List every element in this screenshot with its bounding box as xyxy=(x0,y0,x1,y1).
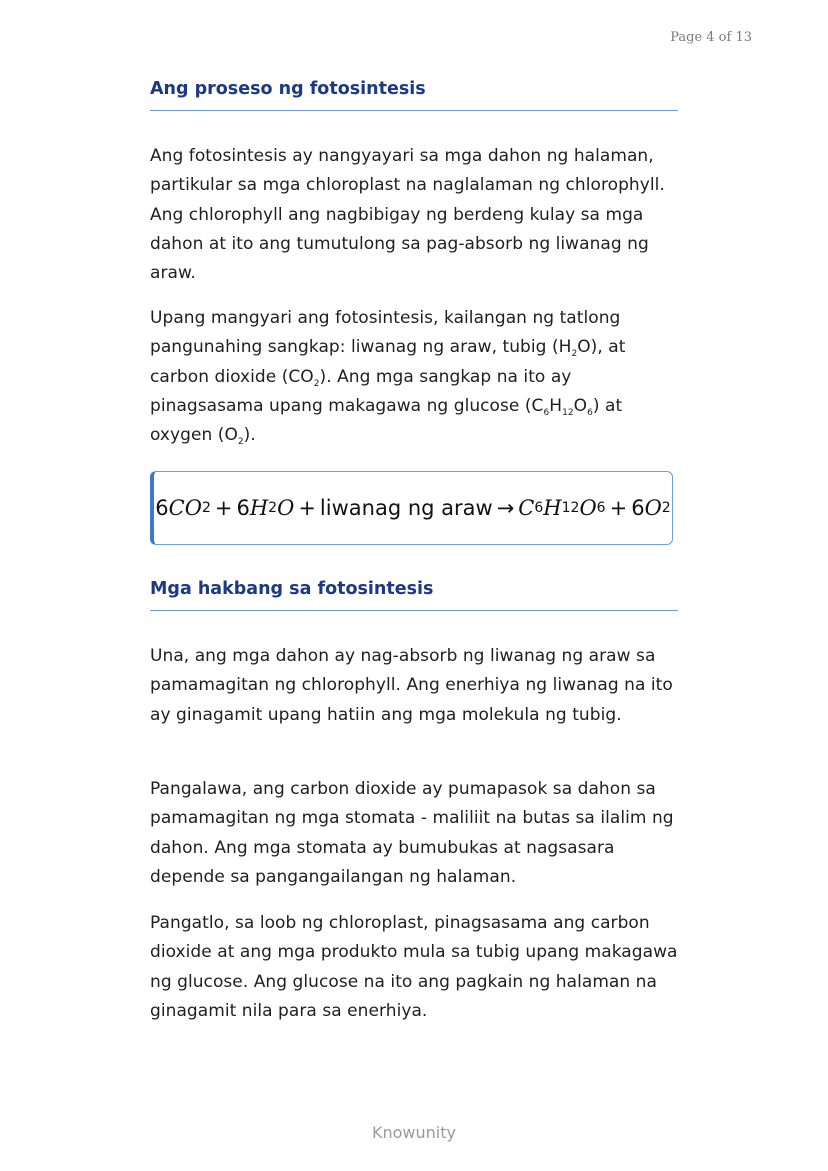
paragraph-una: Una, ang mga dahon ay nag-absorb ng liwanag ng araw sa pamamagitan ng chlorophyll. Ang enerhiya ng liwanag na ito ay ginagamit upang hatiin ang mga molekula ng tubig. xyxy=(150,646,673,725)
footer-brand: Knowunity xyxy=(372,1123,456,1142)
page-number: Page 4 of 13 xyxy=(670,30,752,45)
arrow-icon: → xyxy=(496,496,515,520)
section-title-proseso: Ang proseso ng fotosintesis xyxy=(150,79,678,111)
paragraph-sangkap: Upang mangyari ang fotosintesis, kailangan ng tatlong pangunahing sangkap: liwanag ng araw, tubig $(H_2O)$, at carbon dioxide $(CO_2)$. Ang mga sangkap na ito ay pinagsasama upang makagawa ng glucose $(C_6H_{12}O_6)$ at oxygen $(O_2)$. xyxy=(150,308,626,448)
paragraph-pangalawa: Pangalawa, ang carbon dioxide ay pumapasok sa dahon sa pamamagitan ng mga stomata - maliliit na butas sa ilalim ng dahon. Ang mga stomata ay bumubukas at nagsasara depende sa pangangailangan ng halaman. xyxy=(150,779,674,887)
section-title-hakbang: Mga hakbang sa fotosintesis xyxy=(150,579,678,611)
paragraph-chloroplast: Ang fotosintesis ay nangyayari sa mga dahon ng halaman, partikular sa mga chloroplast na naglalaman ng chlorophyll. Ang chlorophyll ang nagbibigay ng berdeng kulay sa mga dahon at ito ang tumutulong sa pag-absorb ng liwanag ng araw. xyxy=(150,146,665,284)
paragraph-pangatlo: Pangatlo, sa loob ng chloroplast, pinagsasama ang carbon dioxide at ang mga produkto mula sa tubig upang makagawa ng glucose. Ang glucose na ito ang pagkain ng halaman na ginagamit nila para sa enerhiya. xyxy=(150,913,678,1021)
photosynthesis-equation: 6 CO 2 + 6 H 2 O + liwanag ng araw → C 6 H 12 O 6 + 6 O 2 xyxy=(150,471,673,545)
